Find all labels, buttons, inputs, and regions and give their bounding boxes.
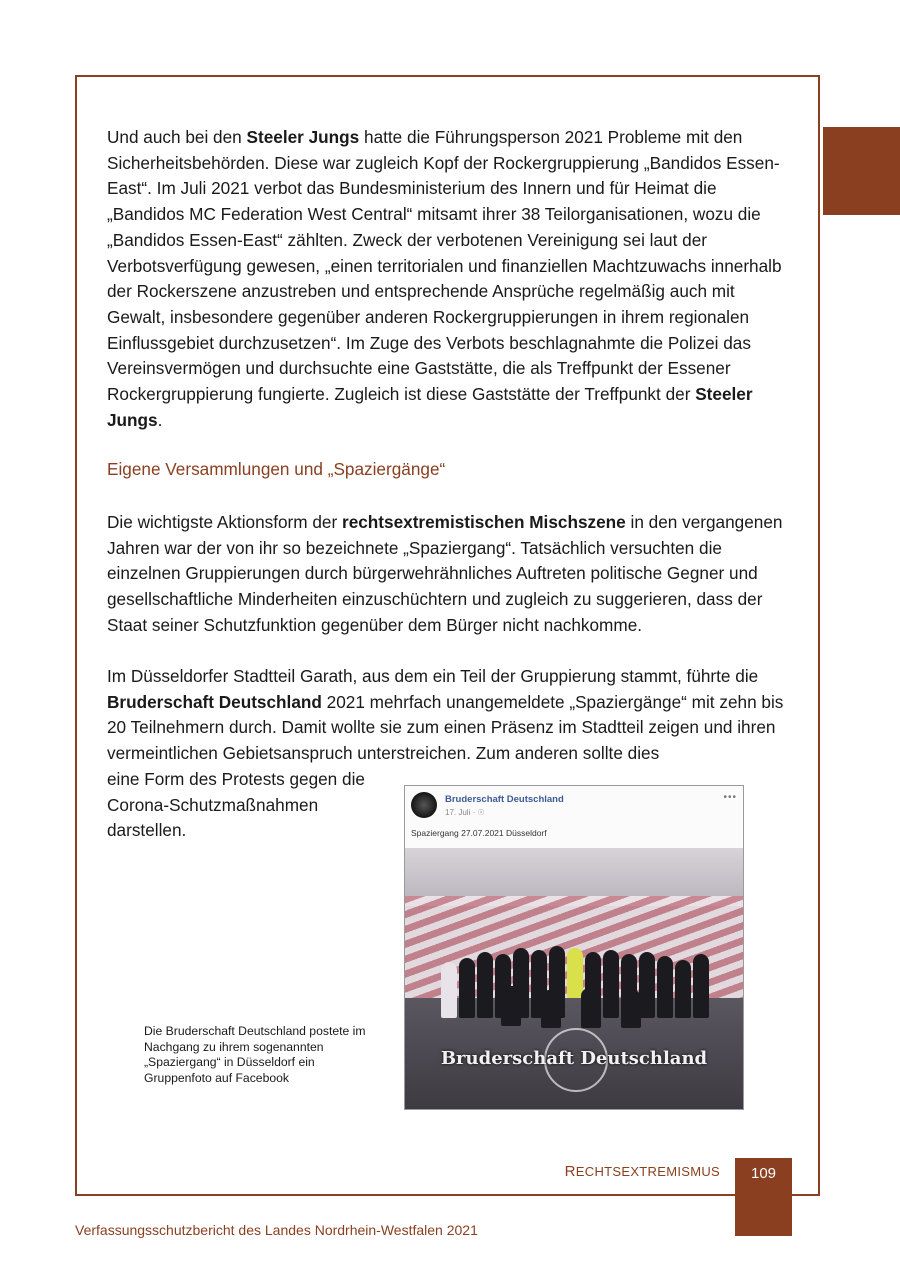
paragraph-steeler-jungs: Und auch bei den Steeler Jungs hatte die Führungsperson 2021 Probleme mit den Sicherheitsbehörden. Diese war zugleich Kopf der Rockergruppierung „Bandidos Essen-East“. Im Juli 2021 verbot das Bundesministerium des Innern und für Heimat die „Bandidos MC Federation West Central“ mitsamt ihrer 38 Teilorganisationen, wozu die „Bandidos Essen-East“ zählten. Zweck der verbotenen Vereinigung sei laut der Verbotsverfügung gewesen, „einen territorialen und finanziellen Machtzuwachs innerhalb der Rockerszene anzustreben und entsprechende Ansprüche regelmäßig auch mit Gewalt, insbesondere gegenüber anderen Rockergruppierungen in ihrem regionalen Einflussgebiet durchzusetzen“. Im Zuge des Verbots beschlagnahmte die Polizei das Vereinsvermögen und durchsuchte eine Gaststätte, die als Treffpunkt der Essener Rockergruppierung fungierte. Zugleich ist diese Gaststätte der Treffpunkt der Steeler Jungs. (107, 127, 782, 430)
photo-person (621, 990, 641, 1028)
globe-icon: ☉ (477, 808, 485, 817)
group-photo (405, 848, 743, 1110)
photo-person (501, 986, 521, 1026)
more-options-icon: ••• (723, 792, 737, 803)
section-heading: Eigene Versammlungen und „Spaziergänge“ (107, 459, 446, 479)
page-avatar (411, 792, 437, 818)
bold-term: Steeler Jungs (107, 384, 753, 430)
photo-person (477, 952, 493, 1018)
section-label: RECHTSEXTREMISMUS (564, 1163, 720, 1180)
photo-people-group (441, 940, 741, 1032)
paragraph-garath: Im Düsseldorfer Stadtteil Garath, aus dem ein Teil der Gruppierung stammt, führte die Bruderschaft Deutschland 2021 mehrfach unangemeldete „Spaziergänge“ mit zehn bis 20 Teilnehmern durch. Damit wollte sie zum einen Präsenz im Stadtteil zeigen und ihren vermeintlichen Gebietsanspruch unterstreichen. Zum anderen sollte dies (107, 666, 784, 764)
paragraph-garath-continued: eine Form des Protests gegen die Corona-Schutzmaßnahmen darstellen. (107, 769, 365, 841)
post-text: Spaziergang 27.07.2021 Düsseldorf (411, 828, 547, 838)
page-number: 109 (750, 1165, 777, 1182)
bold-term: rechtsextremistischen Mischszene (342, 512, 626, 532)
photo-person (541, 990, 561, 1028)
image-caption: Die Bruderschaft Deutschland postete im Nachgang zu ihrem sogenannten „Spaziergang“ in Düsseldorf ein Gruppenfoto auf Facebook (144, 1024, 366, 1085)
photo-person (675, 960, 691, 1018)
photo-person (459, 958, 475, 1018)
bold-term: Steeler Jungs (246, 127, 360, 147)
photo-person (581, 988, 601, 1028)
photo-person (567, 948, 583, 998)
photo-person (693, 954, 709, 1018)
photo-person (657, 956, 673, 1018)
chapter-tab (823, 127, 900, 215)
publication-title: Verfassungsschutzbericht des Landes Nordrhein-Westfalen 2021 (75, 1222, 478, 1238)
photo-watermark: Bruderschaft Deutschland (440, 1048, 708, 1069)
post-date: 17. Juli · ☉ (445, 808, 485, 817)
paragraph-aktionsform: Die wichtigste Aktionsform der rechtsextremistischen Mischszene in den vergangenen Jahren war der von ihr so bezeichnete „Spaziergang“. Tatsächlich versuchten die einzelnen Gruppierungen durch bürgerwehrähnliches Auftreten politische Gegner und gesellschaftliche Minderheiten einzuschüchtern und zugleich zu suggerieren, dass der Staat seiner Schutzfunktion gegenüber dem Bürger nicht nachkomme. (107, 512, 783, 635)
photo-person (441, 962, 457, 1018)
facebook-page-name: Bruderschaft Deutschland (445, 794, 564, 805)
page-number-box (735, 1158, 792, 1236)
facebook-post-header (411, 792, 739, 842)
photo-person (603, 950, 619, 1018)
photo-person (639, 952, 655, 1018)
bold-term: Bruderschaft Deutschland (107, 691, 322, 712)
facebook-post-image (404, 785, 744, 1110)
